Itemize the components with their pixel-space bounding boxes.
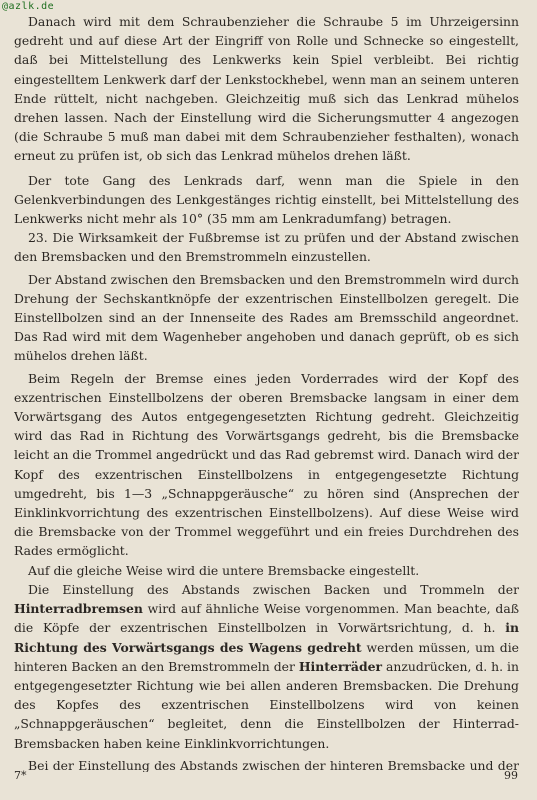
page-footer [14,769,518,785]
paragraph-rear-brakes [14,580,519,753]
bold-text-run: Hinterradbremsen [14,601,143,617]
text-run: wird auf ähnliche Weise vorgenommen. Man beachte, daß die Köpfe der exzentrischen Einstellbolzen in Vorwärtsrichtung, d. h. [14,601,519,636]
page-number: 99 [504,769,518,782]
paragraph-steering-play [14,171,519,229]
page-body [14,12,519,772]
paragraph-footbrake-heading [14,228,519,266]
bold-text-run: Hinterräder [298,658,383,674]
text-run: Beim Regeln der Bremse eines jeden Vorderrades wird der Kopf des exzentrischen Einstellbolzens der oberen Bremsbacke langsam in einer dem Vorwärtsgang des Autos entgegengesetzten Richtung gedreht. Gleichzeitig wird das Rad in Richtung des Vorwärtsgangs gedreht, bis die Bremsbacke leicht an die Trommel angedrückt und das Rad gebremst wird. Danach wird der Kopf des exzentrischen Einstellbolzens in entgegengesetzte Richtung umgedreht, bis 1—3 „Schnappgeräusche“ zu hören sind (Ansprechen der Einklinkvorrichtung des exzentrischen Einstellbolzens). Auf diese Weise wird die Bremsbacke von der Trommel weggeführt und ein freies Durchdrehen des Rades ermöglicht. [14,370,519,559]
watermark-text: @azlk.de [2,1,55,12]
paragraph-front-brake [14,369,519,561]
text-run: Der tote Gang des Lenkrads darf, wenn man die Spiele in den Gelenkverbindungen des Lenkgestänges richtig einstellt, bei Mittelstellung des Lenkwerks nicht mehr als 10° (35 mm am Lenkradumfang) betragen. [14,172,519,227]
text-run: anzudrücken, d. h. in entgegengesetzter Richtung wie bei allen anderen Bremsbacken. Die Drehung des Kopfes des exzentrischen Einstellbolzens wird von keinen „Schnappgeräuschen“ begleitet, denn die Einstellbolzen der Hinterrad-Bremsbacken haben keine Einklinkvorrichtungen. [14,658,519,751]
text-run: werden müssen, um die hinteren Backen an den Bremstrommeln der [14,639,519,674]
text-run: Bei der Einstellung des Abstands zwischen der hinteren Bremsbacke und der [28,757,519,772]
paragraph-steering-adjustment [14,12,519,166]
text-run: Der Abstand zwischen den Bremsbacken und den Bremstrommeln wird durch Drehung der Sechskantknöpfe der exzentrischen Einstellbolzen geregelt. Die Einstellbolzen sind an der Innenseite des Rades am Bremsschild angeordnet. Das Rad wird mit dem Wagenheber angehoben und danach geprüft, ob es sich mühelos drehen läßt. [14,271,519,364]
text-run: Danach wird mit dem Schraubenzieher die Schraube 5 im Uhrzeigersinn gedreht und auf diese Art der Eingriff von Rolle und Schnecke so eingestellt, daß bei Mittelstellung des Lenkwerks kein Spiel verbleibt. Bei richtig eingestelltem Lenkwerk darf der Lenkstockhebel, wenn man an seinem unteren Ende rüttelt, nicht nachgeben. Gleichzeitig muß sich das Lenkrad mühelos drehen lassen. Nach der Einstellung wird die Sicherungsmutter 4 angezogen (die Schraube 5 muß man dabei mit dem Schraubenzieher festhalten), wonach erneut zu prüfen ist, ob sich das Lenkrad mühelos drehen läßt. [14,14,519,164]
signature-mark: 7* [14,769,27,782]
text-run: Auf die gleiche Weise wird die untere Bremsbacke eingestellt. [28,562,420,578]
text-run: 23. Die Wirksamkeit der Fußbremse ist zu prüfen und der Abstand zwischen den Bremsbacken und den Bremstrommeln einzustellen. [14,230,519,265]
bold-text-run: in Richtung des Vorwärtsgangs des Wagens gedreht [14,620,519,655]
paragraph-brake-gap [14,270,519,366]
paragraph-lower-shoe [14,561,519,580]
text-run: Die Einstellung des Abstands zwischen Backen und Trommeln der [28,581,519,597]
